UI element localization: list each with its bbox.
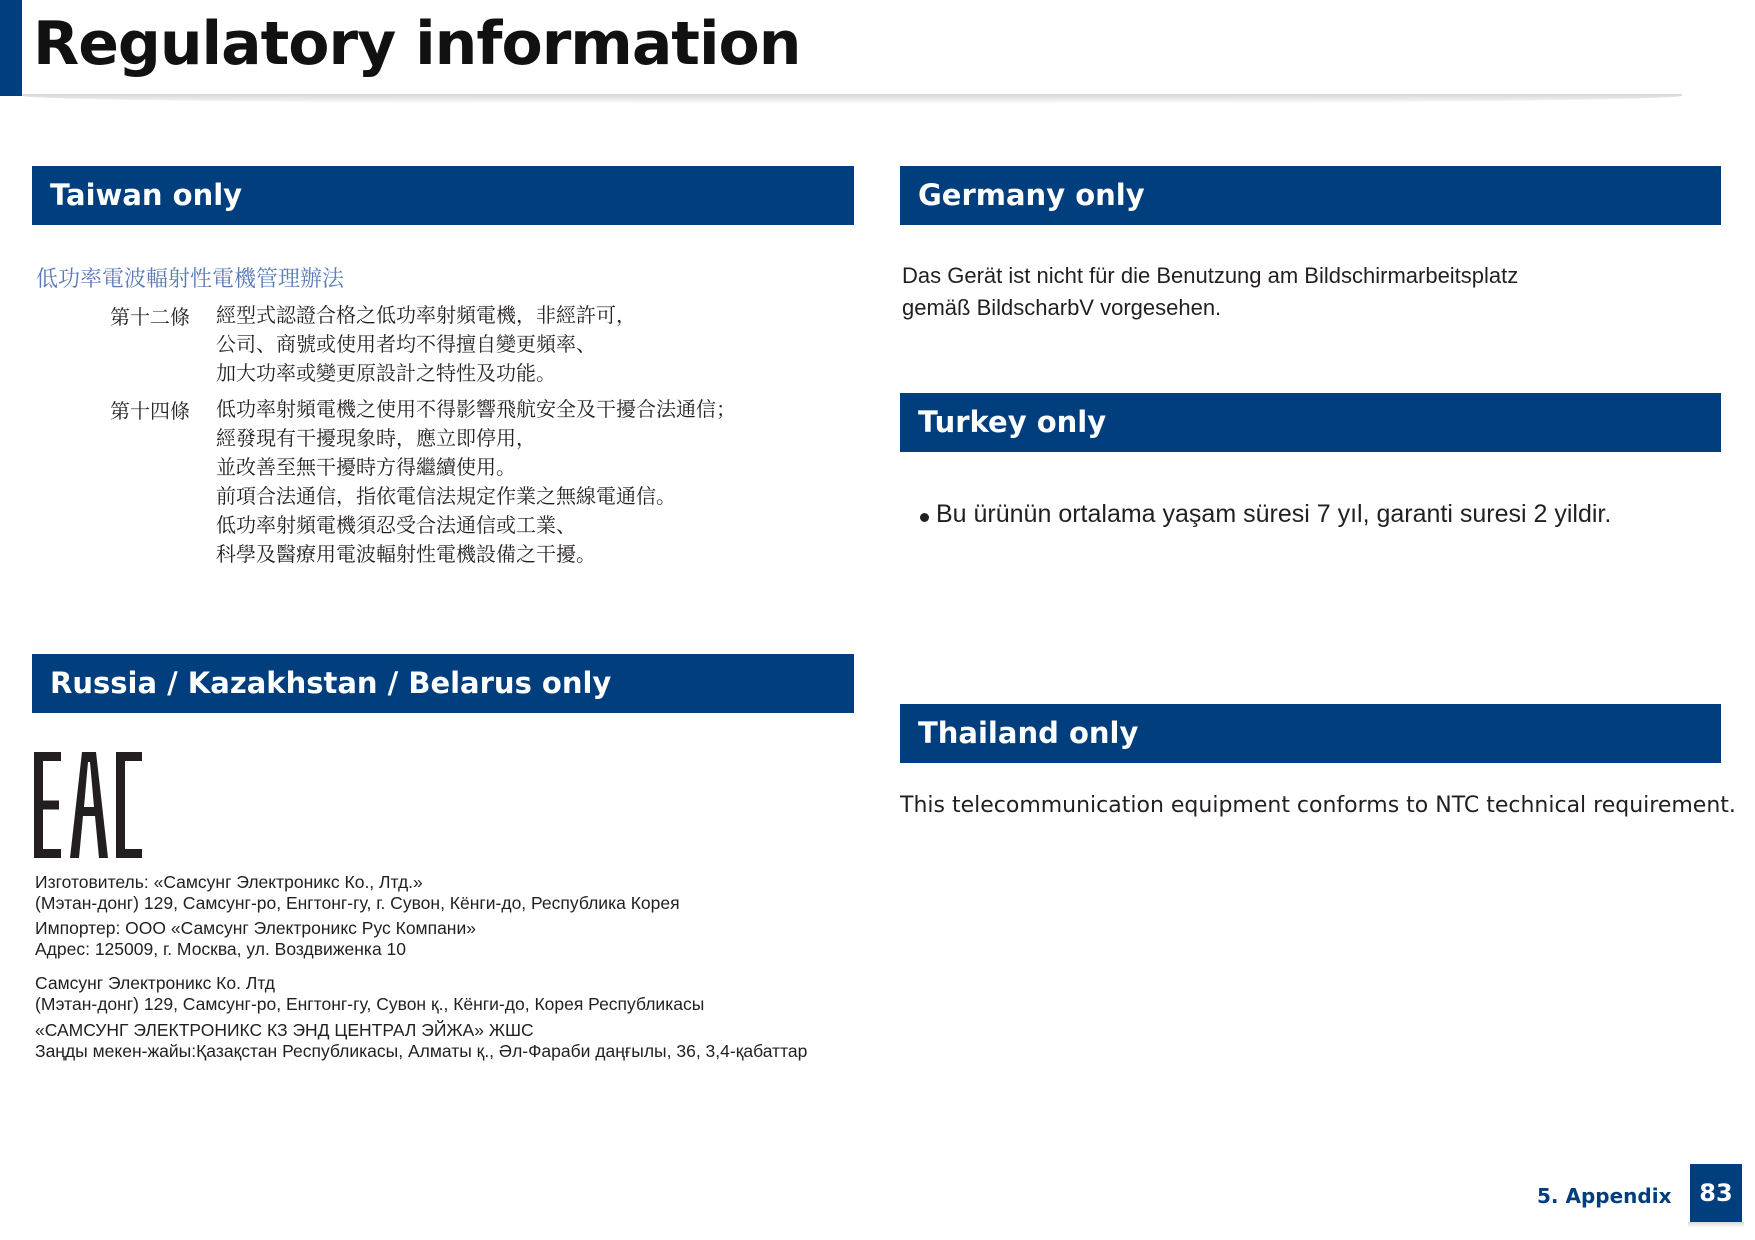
article-number: 第十二條 xyxy=(110,305,190,329)
germany-line: gemäß BildscharbV vorgesehen. xyxy=(902,295,1222,320)
ru-line: Изготовитель: «Самсунг Электроникс Ко., Лтд.» xyxy=(35,872,423,892)
ru-line: «САМСУНГ ЭЛЕКТРОНИКС КЗ ЭНД ЦЕНТРАЛ ЭЙЖА» ЖШС xyxy=(35,1020,534,1040)
article-line: 經發現有干擾現象時，應立即停用， xyxy=(216,426,536,450)
germany-section-header: Germany only xyxy=(900,166,1721,225)
title-accent-bar xyxy=(0,0,22,96)
turkey-section-header: Turkey only xyxy=(900,393,1721,452)
article-line: 加大功率或變更原設計之特性及功能。 xyxy=(216,361,556,385)
russia-section-header: Russia / Kazakhstan / Belarus only xyxy=(32,654,854,713)
importer-info xyxy=(35,918,476,960)
germany-line: Das Gerät ist nicht für die Benutzung am Bildschirmarbeitsplatz xyxy=(902,263,1519,288)
germany-notice xyxy=(902,260,1518,324)
thailand-notice: This telecommunication equipment conforms to NTC technical requirement. xyxy=(900,793,1736,818)
kz-manufacturer-info xyxy=(35,973,704,1015)
page-number: 83 xyxy=(1690,1164,1742,1222)
article-line: 低功率射頻電機之使用不得影響飛航安全及干擾合法通信； xyxy=(216,397,736,421)
ru-line: Самсунг Электроникс Ко. Лтд xyxy=(35,973,275,993)
ru-line: Адрес: 125009, г. Москва, ул. Воздвиженка 10 xyxy=(35,939,407,959)
title-divider xyxy=(22,94,1682,104)
article-line: 科學及醫療用電波輻射性電機設備之干擾。 xyxy=(216,542,596,566)
ru-line: Заңды мекен-жайы:Қазақстан Республикасы, Алматы қ., Әл-Фараби даңғылы, 36, 3,4-қабаттар xyxy=(35,1041,808,1061)
article-line: 前項合法通信，指依電信法規定作業之無線電通信。 xyxy=(216,484,676,508)
article-line: 公司、商號或使用者均不得擅自變更頻率、 xyxy=(216,332,596,356)
ru-line: (Мэтан-донг) 129, Самсунг-ро, Енгтонг-гу, г. Сувон, Кёнги-до, Республика Корея xyxy=(35,893,680,913)
article-line: 低功率射頻電機須忍受合法通信或工業、 xyxy=(216,513,576,537)
article-number: 第十四條 xyxy=(110,399,190,423)
thailand-section-header: Thailand only xyxy=(900,704,1721,763)
turkey-notice: Bu ürünün ortalama yaşam süresi 7 yıl, garanti suresi 2 yildir. xyxy=(936,500,1612,528)
article-line: 並改善至無干擾時方得繼續使用。 xyxy=(216,455,516,479)
page-title: Regulatory information xyxy=(33,9,801,79)
page-number-shadow xyxy=(1688,1222,1744,1228)
ru-line: Импортер: ООО «Самсунг Электроникс Рус Компани» xyxy=(35,918,476,938)
ru-line: (Мэтан-донг) 129, Самсунг-ро, Енгтонг-гу, Сувон қ., Кёнги-до, Корея Республикасы xyxy=(35,994,705,1014)
bullet-icon xyxy=(920,513,929,522)
manufacturer-info xyxy=(35,872,680,914)
taiwan-regulation-heading: 低功率電波輻射性電機管理辦法 xyxy=(36,267,345,292)
article-line: 經型式認證合格之低功率射頻電機，非經許可， xyxy=(216,303,636,327)
eac-logo xyxy=(34,752,142,858)
taiwan-section-header: Taiwan only xyxy=(32,166,854,225)
footer-chapter-label: 5. Appendix xyxy=(1537,1184,1672,1208)
kz-importer-info xyxy=(35,1020,807,1062)
